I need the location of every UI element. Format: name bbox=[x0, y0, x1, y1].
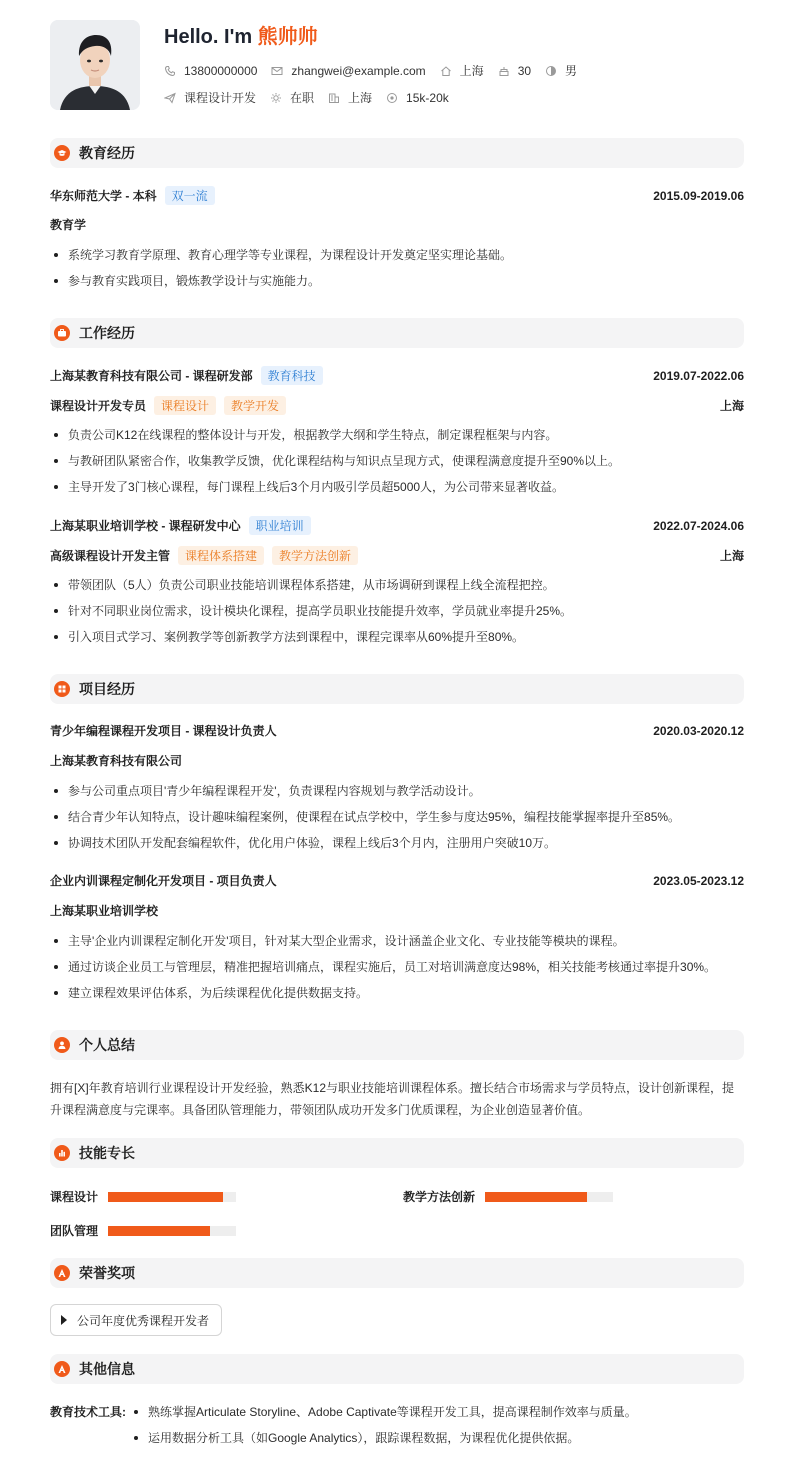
work-entry-1 bbox=[50, 366, 744, 385]
project-entry-2 bbox=[50, 872, 744, 889]
skill-bar-fill bbox=[108, 1192, 223, 1202]
status-text: 在职 bbox=[290, 91, 315, 105]
section-title: 技能专长 bbox=[79, 1145, 135, 1161]
work-date: 2019.07-2022.06 bbox=[653, 368, 744, 383]
project-entry-1 bbox=[50, 722, 744, 739]
project-name: 企业内训课程定制化开发项目 - 项目负责人 bbox=[50, 874, 277, 888]
list-item: 引入项目式学习、案例教学等创新教学方法到课程中，课程完课率从60%提升至80%。 bbox=[50, 628, 744, 645]
section-work bbox=[50, 318, 744, 348]
candidate-name: 熊帅帅 bbox=[257, 26, 318, 48]
list-item: 针对不同职业岗位需求，设计模块化课程，提高学员职业技能提升效率，学员就业率提升25%。 bbox=[50, 602, 744, 619]
education-entry bbox=[50, 186, 744, 205]
section-other bbox=[50, 1354, 744, 1384]
page-title bbox=[164, 20, 318, 49]
skill-tag: 课程体系搭建 bbox=[178, 546, 264, 565]
project-org-row-2 bbox=[50, 902, 744, 919]
project-org: 上海某教育科技有限公司 bbox=[50, 754, 183, 768]
building-icon bbox=[328, 92, 340, 104]
school-name: 华东师范大学 - 本科 bbox=[50, 189, 157, 203]
other-label: 教育技术工具: bbox=[50, 1405, 126, 1419]
info-icon bbox=[57, 1364, 67, 1374]
grid-icon bbox=[57, 684, 67, 694]
work-date: 2022.07-2024.06 bbox=[653, 518, 744, 533]
skill-item bbox=[50, 1188, 236, 1205]
age-text: 30 bbox=[517, 63, 532, 78]
phone-icon bbox=[164, 65, 176, 77]
avatar-portrait-icon bbox=[50, 20, 140, 110]
list-item: 运用数据分析工具（如Google Analytics），跟踪课程数据，为课程优化提供依据。 bbox=[130, 1429, 744, 1446]
work-position-row-2 bbox=[50, 546, 744, 565]
section-title: 个人总结 bbox=[79, 1037, 135, 1053]
project-name: 青少年编程课程开发项目 - 课程设计负责人 bbox=[50, 724, 277, 738]
list-item: 建立课程效果评估体系，为后续课程优化提供数据支持。 bbox=[50, 984, 744, 1001]
section-skills bbox=[50, 1138, 744, 1168]
position-title: 高级课程设计开发主管 bbox=[50, 549, 171, 563]
project-org: 上海某职业培训学校 bbox=[50, 904, 159, 918]
job-info-row bbox=[164, 89, 463, 106]
email-item bbox=[271, 64, 425, 78]
work-entry-2 bbox=[50, 516, 744, 535]
skill-bar bbox=[108, 1192, 236, 1202]
triangle-right-icon bbox=[61, 1315, 67, 1325]
section-education bbox=[50, 138, 744, 168]
list-item: 主导开发了3门核心课程，每门课程上线后3个月内吸引学员超5000人，为公司带来显著收益。 bbox=[50, 478, 744, 495]
graduation-cap-icon bbox=[57, 148, 67, 158]
award-text: 公司年度优秀课程开发者 bbox=[77, 1313, 210, 1328]
work-location: 上海 bbox=[719, 549, 744, 563]
project-date: 2023.05-2023.12 bbox=[653, 873, 744, 888]
mail-icon bbox=[271, 65, 283, 77]
skill-bar-fill bbox=[108, 1226, 210, 1236]
phone-text: 13800000000 bbox=[184, 63, 258, 78]
list-item: 参与教育实践项目，锻炼教学设计与实施能力。 bbox=[50, 272, 744, 289]
section-project bbox=[50, 674, 744, 704]
summary-text: 拥有[X]年教育培训行业课程设计开发经验，熟悉K12与职业技能培训课程体系。擅长结合市场需求与学员特点，设计创新课程，提升课程满意度与完课率。具备团队管理能力，带领团队成功开发多门优质课程，为企业创造显著价值。 bbox=[50, 1081, 735, 1117]
intent-item bbox=[164, 89, 256, 106]
skill-bar bbox=[108, 1226, 236, 1236]
list-item: 协调技术团队开发配套编程软件，优化用户体验，课程上线后3个月内，注册用户突破10万。 bbox=[50, 834, 744, 851]
position-title: 课程设计开发专员 bbox=[50, 399, 147, 413]
skill-tag: 课程设计 bbox=[154, 396, 216, 415]
section-title: 工作经历 bbox=[79, 325, 135, 341]
briefcase-icon bbox=[57, 328, 67, 338]
age-icon bbox=[498, 65, 510, 77]
skill-item bbox=[50, 1222, 236, 1239]
list-item: 熟练掌握Articulate Storyline、Adobe Captivate等课程开发工具，提高课程制作效率与质量。 bbox=[130, 1403, 744, 1420]
greeting: Hello. I'm bbox=[164, 26, 253, 48]
major: 教育学 bbox=[50, 218, 87, 232]
gender-text: 男 bbox=[565, 64, 578, 78]
list-item: 结合青少年认知特点，设计趣味编程案例，使课程在试点学校中，学生参与度达95%，编程技能掌握率提升至85%。 bbox=[50, 808, 744, 825]
phone-item bbox=[164, 64, 257, 78]
section-title: 其他信息 bbox=[79, 1361, 135, 1377]
intent-text: 课程设计开发 bbox=[184, 91, 257, 105]
work-position-row-1 bbox=[50, 396, 744, 415]
salary-text: 15k-20k bbox=[406, 90, 449, 105]
salary-icon bbox=[386, 92, 398, 104]
section-summary bbox=[50, 1030, 744, 1060]
company-name: 上海某教育科技有限公司 - 课程研发部 bbox=[50, 369, 253, 383]
school-tag: 双一流 bbox=[165, 186, 215, 205]
work-city-item bbox=[328, 89, 372, 106]
education-major-row bbox=[50, 216, 744, 233]
list-item: 负责公司K12在线课程的整体设计与开发，根据教学大纲和学生特点，制定课程框架与内容。 bbox=[50, 426, 744, 443]
send-icon bbox=[164, 92, 176, 104]
company-tag: 教育科技 bbox=[261, 366, 323, 385]
section-awards bbox=[50, 1258, 744, 1288]
skill-name: 教学方法创新 bbox=[403, 1190, 476, 1204]
skill-item bbox=[403, 1188, 613, 1205]
gender-item bbox=[545, 62, 577, 79]
bar-chart-icon bbox=[57, 1148, 67, 1158]
company-tag: 职业培训 bbox=[249, 516, 311, 535]
email-text: zhangwei@example.com bbox=[291, 63, 426, 78]
skill-tag: 教学方法创新 bbox=[272, 546, 358, 565]
skill-bar-fill bbox=[485, 1192, 587, 1202]
list-item: 系统学习教育学原理、教育心理学等专业课程，为课程设计开发奠定坚实理论基础。 bbox=[50, 246, 744, 263]
education-date: 2015.09-2019.06 bbox=[653, 188, 744, 203]
section-title: 教育经历 bbox=[79, 145, 135, 161]
project-org-row-1 bbox=[50, 752, 744, 769]
list-item: 通过访谈企业员工与管理层，精准把握培训痛点，课程实施后，员工对培训满意度达98%，相关技能考核通过率提升30%。 bbox=[50, 958, 744, 975]
city-text: 上海 bbox=[459, 64, 484, 78]
section-title: 项目经历 bbox=[79, 681, 135, 697]
skill-bar bbox=[485, 1192, 613, 1202]
list-item: 参与公司重点项目'青少年编程课程开发'，负责课程内容规划与教学活动设计。 bbox=[50, 782, 744, 799]
user-icon bbox=[57, 1040, 67, 1050]
home-icon bbox=[440, 65, 452, 77]
company-name: 上海某职业培训学校 - 课程研发中心 bbox=[50, 519, 241, 533]
section-title: 荣誉奖项 bbox=[79, 1265, 135, 1281]
age-item bbox=[498, 64, 531, 78]
award-item[interactable] bbox=[50, 1304, 222, 1336]
work-city-text: 上海 bbox=[348, 91, 373, 105]
status-icon bbox=[270, 92, 282, 104]
skill-name: 课程设计 bbox=[50, 1190, 99, 1204]
list-item: 与教研团队紧密合作，收集教学反馈，优化课程结构与知识点呈现方式，使课程满意度提升至90%以上。 bbox=[50, 452, 744, 469]
award-icon bbox=[57, 1268, 67, 1278]
contact-info-row bbox=[164, 62, 591, 79]
project-date: 2020.03-2020.12 bbox=[653, 723, 744, 738]
work-location: 上海 bbox=[719, 399, 744, 413]
list-item: 主导'企业内训课程定制化开发'项目，针对某大型企业需求，设计涵盖企业文化、专业技能等模块的课程。 bbox=[50, 932, 744, 949]
city-item bbox=[440, 62, 484, 79]
avatar bbox=[50, 20, 140, 110]
list-item: 带领团队（5人）负责公司职业技能培训课程体系搭建，从市场调研到课程上线全流程把控。 bbox=[50, 576, 744, 593]
status-item bbox=[270, 89, 314, 106]
gender-icon bbox=[545, 65, 557, 77]
skill-tag: 教学开发 bbox=[224, 396, 286, 415]
salary-item bbox=[386, 91, 449, 105]
skill-name: 团队管理 bbox=[50, 1224, 99, 1238]
